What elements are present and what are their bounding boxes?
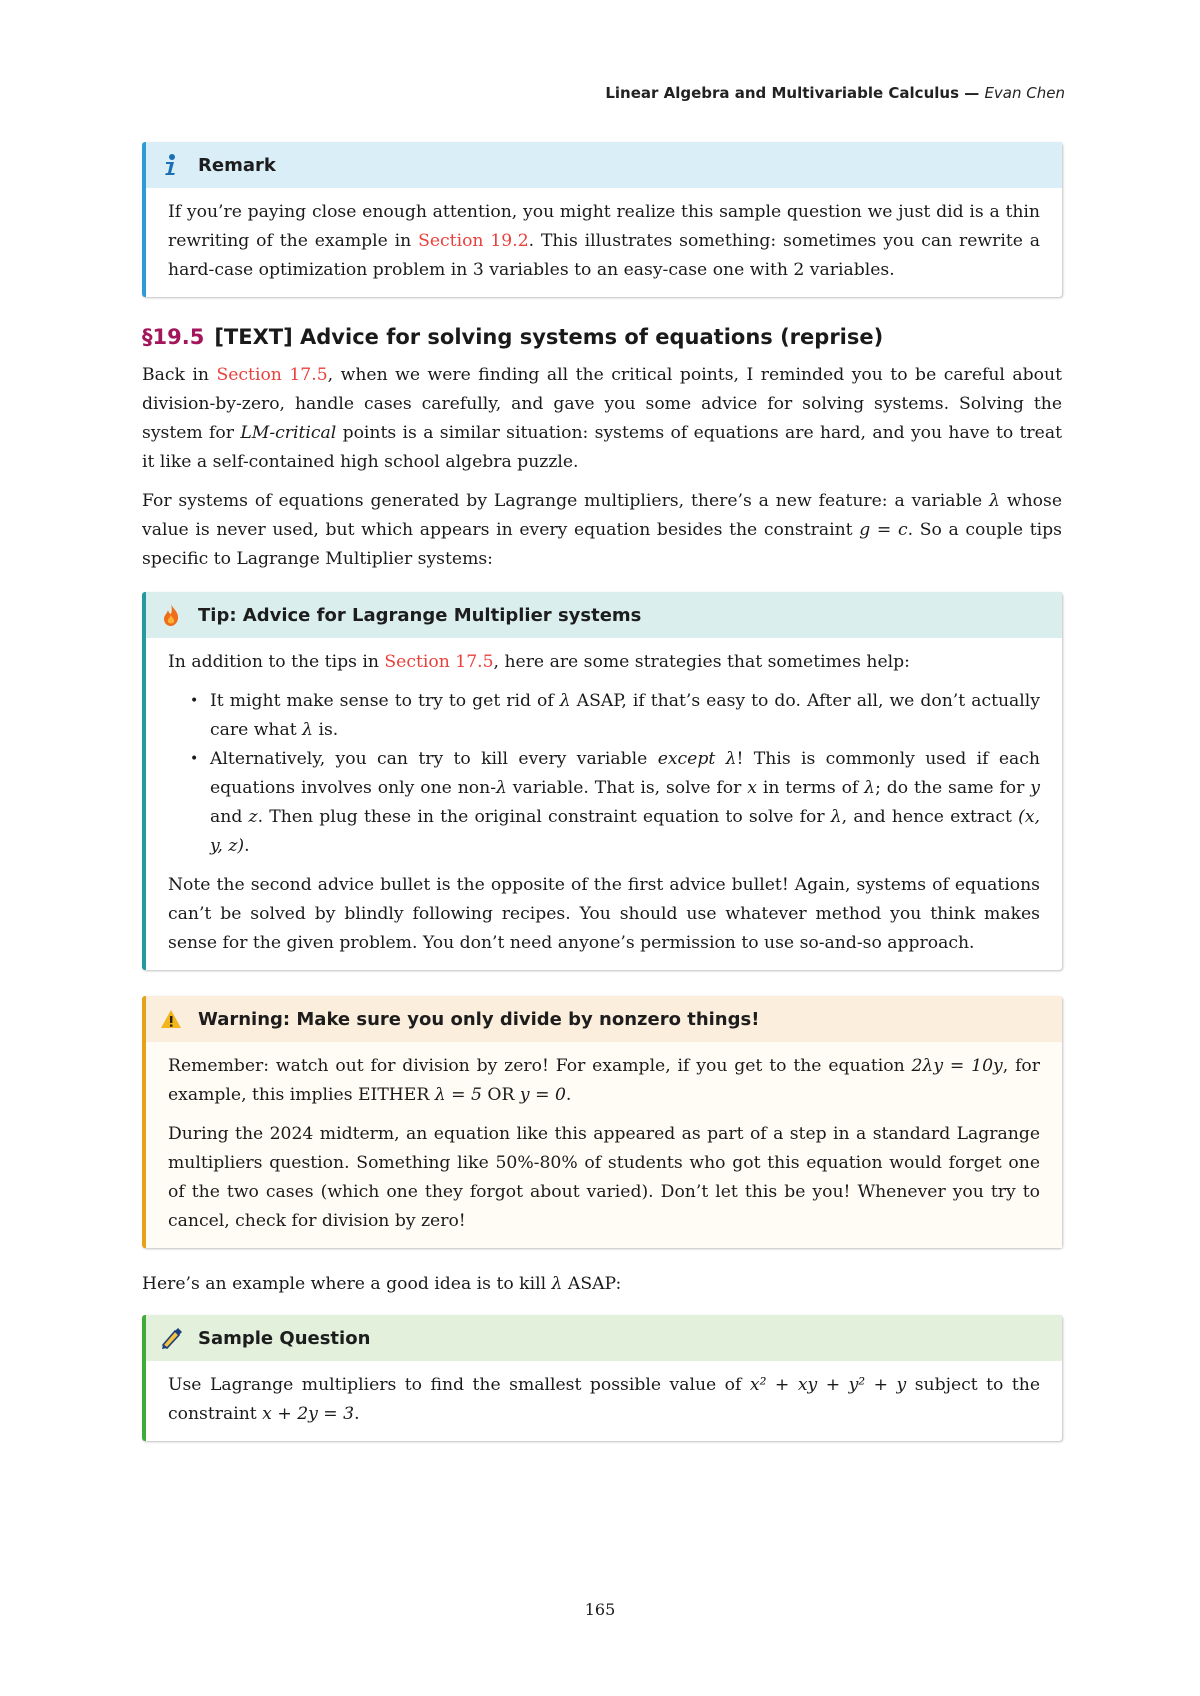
warning-title-bar bbox=[146, 996, 1062, 1042]
remark-body bbox=[146, 188, 1062, 297]
sample-question-text: Use Lagrange multipliers to find the smallest possible value of x² + xy + y² + y subject to the constraint x + 2y = 3. bbox=[168, 1375, 1041, 1424]
tip-title-bar bbox=[146, 592, 1062, 638]
warning-title: Warning: Make sure you only divide by nonzero things! bbox=[198, 1008, 760, 1030]
page-number: 165 bbox=[584, 1600, 616, 1619]
example-intro: Here’s an example where a good idea is to kill λ ASAP: bbox=[142, 1274, 622, 1294]
flame-icon bbox=[160, 603, 182, 627]
tip-bullet-2: • Alternatively, you can try to kill every variable except λ! This is commonly used if each equations involves only one non-λ variable. That is, solve for x in terms of λ; do the same for y and z. Then plug these in the original constraint equation to solve for λ, and hence extract (x, y, z). bbox=[210, 745, 1040, 861]
tip-section-link[interactable]: Section 17.5 bbox=[384, 652, 494, 672]
header-separator: — bbox=[959, 84, 985, 102]
info-icon bbox=[160, 153, 182, 177]
sample-body bbox=[146, 1361, 1062, 1441]
warning-paragraph-1: Remember: watch out for division by zero! For example, if you get to the equation 2λy = 10y, for example, this implies EITHER λ = 5 OR y = 0. bbox=[168, 1056, 1040, 1105]
sample-title: Sample Question bbox=[198, 1327, 371, 1349]
section-title: [TEXT] Advice for solving systems of equations (reprise) bbox=[214, 325, 884, 349]
running-header bbox=[605, 84, 1065, 102]
warning-box bbox=[142, 996, 1062, 1248]
page-content bbox=[142, 142, 1062, 1441]
section-paragraph-1: Back in Section 17.5, when we were finding all the critical points, I reminded you to be careful about division-by-zero, handle cases carefully, and gave you some advice for solving systems. Solving the system for LM-critical points is a similar situation: systems of equations are hard, and you have to treat it like a self-contained high school algebra puzzle. bbox=[142, 365, 1062, 472]
warning-paragraph-2: During the 2024 midterm, an equation like this appeared as part of a step in a standard Lagrange multipliers question. Something like 50%-80% of students who got this equation would forget one of the two cases (which one they forgot about varied). Don’t let this be you! Whenever you try to cancel, check for division by zero! bbox=[168, 1124, 1040, 1231]
tip-title: Tip: Advice for Lagrange Multiplier systems bbox=[198, 604, 642, 626]
sample-question-box bbox=[142, 1315, 1062, 1441]
warning-icon bbox=[160, 1007, 182, 1031]
section-number: §19.5 bbox=[142, 325, 205, 349]
tip-bullet-list bbox=[168, 687, 1040, 861]
tip-box bbox=[142, 592, 1062, 970]
tip-note: Note the second advice bullet is the opposite of the first advice bullet! Again, systems of equations can’t be solved by blindly following recipes. You should use whatever method you think makes sense for the given problem. You don’t need anyone’s permission to use so-and-so approach. bbox=[168, 875, 1040, 953]
remark-section-link[interactable]: Section 19.2 bbox=[418, 231, 529, 251]
tip-intro: In addition to the tips in Section 17.5, here are some strategies that sometimes help: bbox=[168, 652, 910, 672]
tip-bullet-1: • It might make sense to try to get rid of λ ASAP, if that’s easy to do. After all, we don’t actually care what λ is. bbox=[210, 687, 1040, 745]
section-heading bbox=[142, 325, 1062, 349]
pencil-icon bbox=[160, 1326, 182, 1350]
section-paragraph-2: For systems of equations generated by Lagrange multipliers, there’s a new feature: a variable λ whose value is never used, but which appears in every equation besides the constraint g = c. So a couple tips specific to Lagrange Multiplier systems: bbox=[142, 491, 1062, 569]
remark-box bbox=[142, 142, 1062, 297]
author-name: Evan Chen bbox=[984, 84, 1065, 102]
warning-body bbox=[146, 1042, 1062, 1248]
book-title: Linear Algebra and Multivariable Calculus bbox=[605, 84, 959, 102]
section-17-5-link[interactable]: Section 17.5 bbox=[216, 365, 328, 385]
tip-body bbox=[146, 638, 1062, 970]
remark-title-bar bbox=[146, 142, 1062, 188]
remark-title: Remark bbox=[198, 154, 276, 176]
remark-text: If you’re paying close enough attention, you might realize this sample question we just did is a thin rewriting of the example in Section 19.2. This illustrates something: sometimes you can rewrite a hard-case optimization problem in 3 variables to an easy-case one with 2 variables. bbox=[168, 202, 1041, 280]
sample-title-bar bbox=[146, 1315, 1062, 1361]
